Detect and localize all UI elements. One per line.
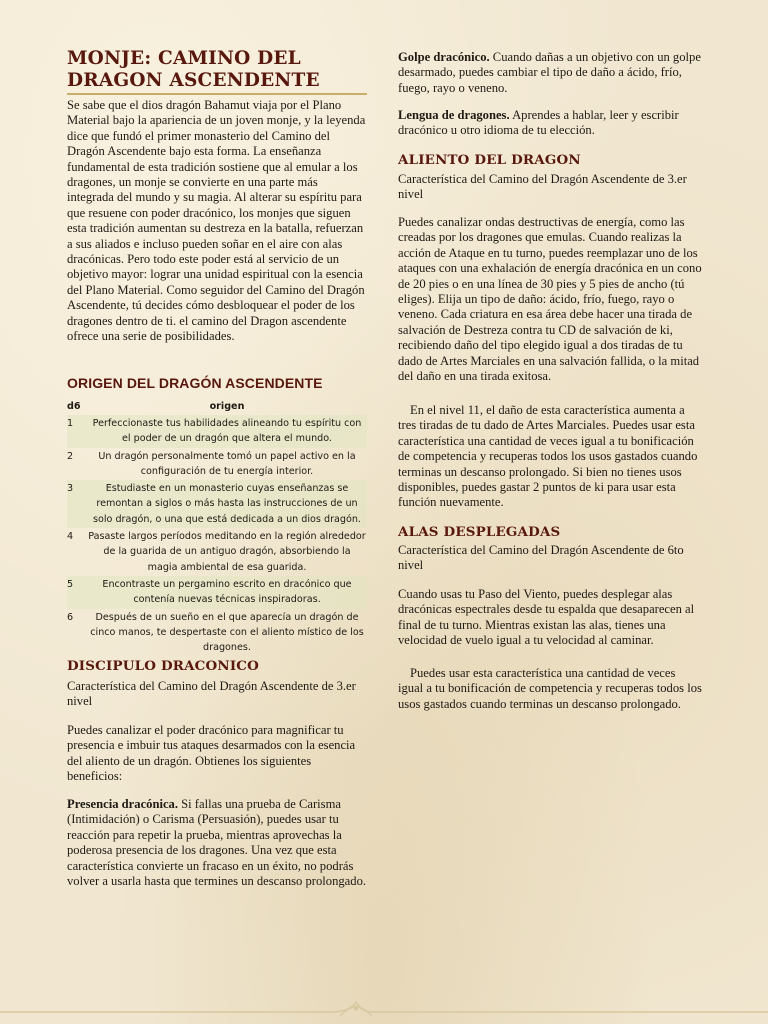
strike-text: Cuando dañas a un objetivo con un golpe desarmado, puedes cambiar el tipo de daño a ácido, frío, fuego, rayo o veneno. — [398, 50, 701, 95]
breath-body-2: En el nivel 11, el daño de esta característica aumenta a tres tiradas de tu dado de Artes Marciales. Puedes usar esta característica una cantidad de veces igual a tu bonificación de competencia y recuperas todos los usos gastados cuando terminas un descanso prolongado. Si bien no tienes usos disponibles, puedes gastar 2 puntos de ki para usar esta función nuevamente. — [398, 403, 698, 510]
row-number: 1 — [67, 418, 74, 429]
table-row — [67, 609, 367, 657]
presence-label: Presencia dracónica. — [67, 797, 178, 811]
breath-body-1: Puedes canalizar ondas destructivas de energía, como las creadas por los dragones que emulas. Cuando realizas la acción de Ataque en tu turno, puedes reemplazar uno de los ataques con una exhalación de energía dracónica en un cono de 20 pies o en una línea de 30 pies y 5 pies de ancho (tú eliges). Elija un tipo de daño: ácido, frío, fuego, rayo o veneno. Cada criatura en esa área debe hacer una tirada de salvación de Destreza contra tu CD de salvación de ki, recibiendo daño del tipo elegido igual a dos tiradas de tu dado de Artes Marciales en una salvación fallida, o la mitad del daño en una tirada exitosa. — [398, 215, 702, 384]
row-text: Estudiaste en un monasterio cuyas enseñanzas se remontan a siglos o más hasta las instrucciones de un solo dragón, o una que está dedicada a un dios dragón. — [93, 483, 361, 525]
table-row — [67, 528, 367, 576]
tongue-text: Aprendes a hablar, leer y escribir dracónico u otro idioma de tu elección. — [398, 108, 679, 138]
disciple-subtitle: Característica del Camino del Dragón Ascendente de 3.er nivel — [67, 679, 356, 709]
wings-subtitle: Característica del Camino del Dragón Ascendente de 6to nivel — [398, 543, 684, 573]
origin-table — [67, 399, 367, 656]
wings-heading: ALAS DESPLEGADAS — [398, 524, 561, 540]
wings-body-2: Puedes usar esta característica una cantidad de veces igual a tu bonificación de competencia y recuperas todos los usos gastados cuando terminas un descanso prolongado. — [398, 666, 702, 711]
strike-paragraph — [398, 50, 702, 96]
disciple-heading: DISCIPULO DRACONICO — [67, 658, 260, 674]
row-text: Después de un sueño en el que aparecía un dragón de cinco manos, te despertaste con el aliento místico de los dragones. — [90, 611, 364, 654]
breath-heading: ALIENTO DEL DRAGON — [398, 152, 581, 168]
table-row — [67, 480, 367, 528]
presence-paragraph — [67, 797, 367, 889]
disciple-body: Puedes canalizar el poder dracónico para magnificar tu presencia e imbuir tus ataques desarmados con la esencia del aliento de un dragón. Obtienes los siguientes beneficios: — [67, 723, 356, 784]
wings-body-1: Cuando usas tu Paso del Viento, puedes desplegar alas dracónicas espectrales desde tu espalda que desaparecen al final de tu turno. Mientras existan las alas, tienes una velocidad de vuelo igual a tu velocidad al caminar. — [398, 587, 695, 648]
intro-paragraph: Se sabe que el dios dragón Bahamut viaja por el Plano Material bajo la apariencia de un joven monje, y la leyenda dice que fundó el primer monasterio del Camino del Dragón Ascendente bajo esta forma. La enseñanza fundamental de esta tradición sostiene que al emular a los dragones, un monje se convierte en una parte más integrada del mundo y su magia. Al alterar su espíritu para que resuene con poder dracónico, los monjes que siguen esta tradición aumentan su destreza en la batalla, refuerzan a sus aliados e incluso pueden soñar en el aire con alas dracónicas. Pero todo este poder está al servicio de un objetivo mayor: lograr una unidad espiritual con la esencia del Plano Material. Como seguidor del Camino del Dragón Ascendente, tú decides cómo desbloquear el poder de los dragones dentro de ti. el camino del Dragon ascendente ofrece una serie de posibilidades. — [67, 98, 366, 344]
title-divider — [67, 93, 367, 95]
row-text: Un dragón personalmente tomó un papel activo en la configuración de tu energía interior. — [98, 450, 356, 477]
strike-label: Golpe dracónico. — [398, 50, 490, 64]
page-title: MONJE: CAMINO DEL DRAGON ASCENDENTE — [67, 48, 320, 91]
row-number: 6 — [67, 611, 74, 623]
tongue-paragraph — [398, 108, 702, 139]
presence-text: Si fallas una prueba de Carisma (Intimidación) o Carisma (Persuasión), puedes usar tu reacción para repetir la prueba, mientras aprovechas la poderosa presencia de los dragones. Una vez que esta característica convierte un fracaso en un éxito, no podrás volver a usarla hasta que termines un descanso prolongado. — [67, 797, 367, 889]
table-row — [67, 576, 367, 609]
row-number: 4 — [67, 531, 74, 543]
row-number: 5 — [67, 578, 74, 590]
table-row — [67, 448, 367, 481]
table-row — [67, 415, 367, 448]
origin-heading: ORIGEN DEL DRAGÓN ASCENDENTE — [67, 375, 323, 391]
origin-table-header — [67, 399, 367, 415]
row-number: 2 — [67, 450, 74, 462]
row-number: 3 — [67, 483, 74, 495]
row-text: Encontraste un pergamino escrito en dracónico que contenía nuevas técnicas inspiradoras. — [102, 578, 352, 606]
row-text: Perfeccionaste tus habilidades alineando tu espíritu con el poder de un dragón que altera el mundo. — [92, 418, 362, 445]
row-text: Pasaste largos períodos meditando en la región alrededor de la guarida de un antiguo dragón, absorbiendo la magia ambiental de esa guarida. — [88, 531, 366, 573]
die-column-header: d6 — [67, 401, 81, 412]
origin-column-header: origen — [209, 401, 245, 412]
tongue-label: Lengua de dragones. — [398, 108, 510, 122]
breath-subtitle: Característica del Camino del Dragón Ascendente de 3.er nivel — [398, 172, 687, 202]
footer-ornament — [0, 994, 768, 1024]
